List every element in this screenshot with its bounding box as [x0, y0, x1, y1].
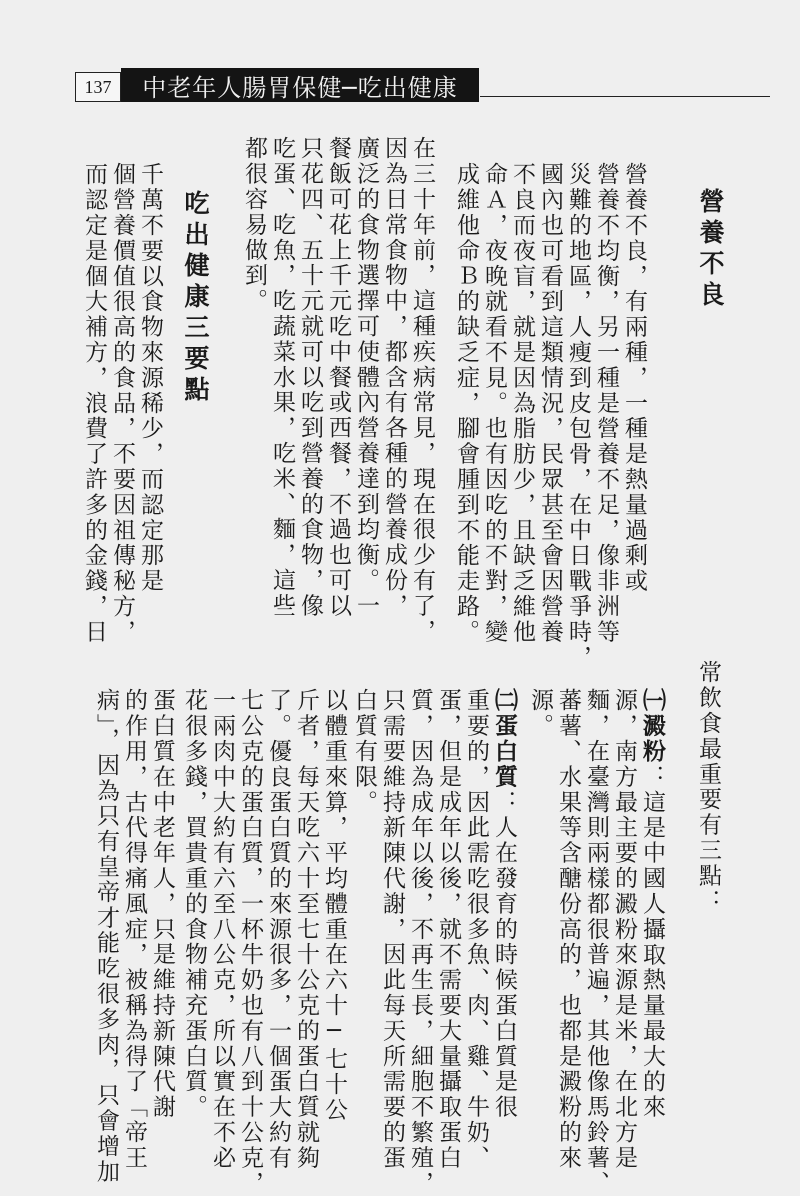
text-line: 斤者，每天吃六十至七十公克的蛋白質就夠: [293, 688, 319, 1171]
paragraph-protein: [350, 688, 518, 1196]
term-starch: 澱粉: [639, 713, 665, 765]
text-line: 吃蛋、吃魚，吃蔬菜水果，吃米、麵，這些: [269, 136, 295, 619]
item-marker: ㈡: [491, 688, 517, 714]
text-line: 而認定是個大補方，浪費了許多的金錢，日: [81, 162, 107, 645]
book-title-banner: 中老年人腸胃保健─吃出健康: [121, 68, 479, 102]
text-line: [638, 688, 666, 1196]
text-line: 只需要維持新陳代謝，因此每天所需要的蛋: [379, 688, 405, 1171]
text-line: 病」，因為只有皇帝才能吃很多肉，只會增加: [93, 688, 119, 1185]
text-line: 因為日常食物中，都含有各種的營養成份，: [381, 136, 407, 619]
text-line: 了。優良蛋白質的來源很多，一個蛋大約有: [265, 688, 291, 1171]
text-line: 常飲食最重要有三點：: [695, 660, 721, 914]
paragraph-food-variety: [240, 136, 436, 644]
text-line: 源，南方最主要的澱粉來源是米，在北方是: [611, 688, 637, 1171]
page-number: 137: [75, 72, 121, 102]
text-line: 在三十年前，這種疾病常見，現在很少有了，: [409, 136, 435, 644]
text-line: 都很容易做到。: [241, 136, 267, 314]
header-rule: [480, 96, 770, 97]
paragraph-body-weight: [180, 688, 371, 1196]
text-line: 重要的，因此需吃很多魚、肉、雞、牛奶、: [463, 688, 489, 1171]
text-line: 源。: [527, 688, 553, 739]
text-line: 蛋白質在中老年人，只是維持新陳代謝: [149, 688, 175, 1120]
text-line: [490, 688, 518, 1196]
paragraph-protein-elderly: [92, 688, 199, 1185]
text-line: 個營養價值很高的食品，不要因祖傳秘方，: [109, 162, 135, 645]
text-line: 質，因為成年以後，不再生長，細胞不繁殖，: [407, 688, 433, 1196]
text-line: 千萬不要以食物來源稀少，而認定那是: [137, 162, 163, 594]
text-line: 廣泛的食物選擇可使體內營養達到均衡。一: [353, 136, 379, 619]
text-line: 蕃薯、水果等含醣份高的，也都是澱粉的來: [555, 688, 581, 1171]
text-line: 國內也可看到這類情況，民眾甚至會因營養: [537, 162, 563, 645]
item-marker: ㈠: [639, 688, 665, 714]
text-line: 成維他命Ｂ的缺乏症，腳會腫到不能走路。: [453, 162, 479, 645]
text-line: 命Ａ，夜晚就看不見。也有因吃的不對，變: [481, 162, 507, 645]
text-line: 餐飯可花上千元吃中餐或西餐，不過也可以: [325, 136, 351, 619]
text-line: 七公克的蛋白質，一杯牛奶也有八到十公克，: [237, 688, 263, 1196]
term-protein: 蛋白質: [491, 713, 517, 790]
text-line: 蛋，但是成年以後，就不需要大量攝取蛋白: [435, 688, 461, 1171]
text-run: ：這是中國人攝取熱量最大的來: [639, 764, 665, 1120]
paragraph-starch: [526, 688, 666, 1196]
text-line: 營養不良，有兩種，一種是熱量過剩或: [621, 162, 647, 594]
text-line: 麵，在臺灣則兩樣都很普遍，其他像馬鈴薯、: [583, 688, 609, 1196]
text-run: ：人在發育的時候蛋白質是很: [491, 789, 517, 1120]
text-line: 一兩肉中大約有六至八公克，所以實在不必: [209, 688, 235, 1171]
text-line: 不良而夜盲，就是因為脂肪少，且缺乏維他: [509, 162, 535, 645]
paragraph-malnutrition: [452, 162, 671, 670]
text-line: 花很多錢，買貴重的食物補充蛋白質。: [181, 688, 207, 1120]
text-line: 災難的地區，人瘦到皮包骨，在中日戰爭時，: [565, 162, 591, 670]
text-line: 白質有限。: [351, 688, 377, 815]
heading-three-points: 吃出健康三要點: [181, 190, 210, 407]
text-line: 以體重來算，平均體重在六十─七十公: [321, 688, 347, 1123]
text-line: 的作用，古代得痛風症，被稱為得了「帝王: [121, 688, 147, 1171]
heading-malnutrition: 營養不良: [696, 188, 725, 312]
text-line: 營養不均衡，另一種是營養不足，像非洲等: [593, 162, 619, 645]
paragraph-three-points-intro: [694, 660, 722, 914]
paragraph-warning: [80, 162, 187, 645]
text-line: 只花四、五十元就可以吃到營養的食物，像: [297, 136, 323, 619]
